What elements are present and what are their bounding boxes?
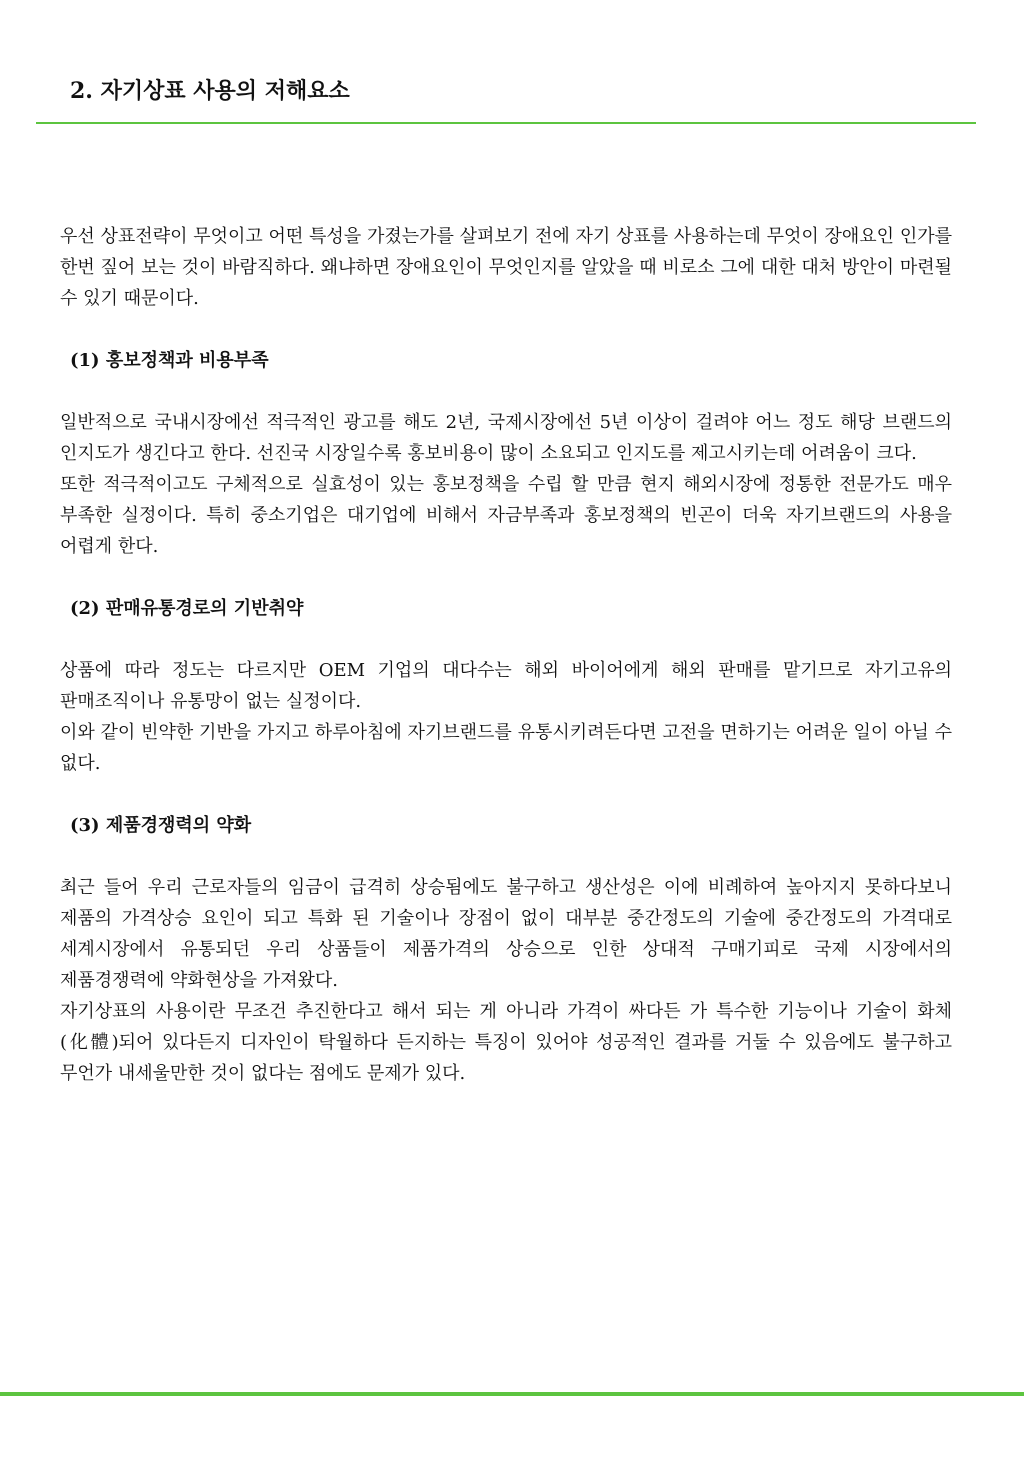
competitiveness-paragraph-1: 최근 들어 우리 근로자들의 임금이 급격히 상승됨에도 불구하고 생산성은 이에 비례하여 높아지지 못하다보니 제품의 가격상승 요인이 되고 특화 된 기술이나 장점이 없이 대부분 중간정도의 기술에 중간정도의 가격대로 세계시장에서 유통되던 우리 상품들이 제품가격의 상승으로 인한 상대적 구매기피로 국제 시장에서의 제품경쟁력에 약화현상을 가져왔다. (60, 877, 952, 991)
section-heading-promotion: (1) 홍보정책과 비용부족 (70, 350, 269, 371)
distribution-paragraph-2: 이와 같이 빈약한 기반을 가지고 하루아침에 자기브랜드를 유통시키려든다면 고전을 면하기는 어려운 일이 아닐 수 없다. (60, 722, 952, 774)
title-divider (36, 122, 976, 124)
section-heading-distribution: (2) 판매유통경로의 기반취약 (70, 598, 304, 619)
distribution-paragraph-1: 상품에 따라 정도는 다르지만 OEM 기업의 대다수는 해외 바이어에게 해외 판매를 맡기므로 자기고유의 판매조직이나 유통망이 없는 실정이다. (60, 660, 952, 712)
section-heading-competitiveness: (3) 제품경쟁력의 약화 (70, 815, 252, 836)
promotion-paragraph-1: 일반적으로 국내시장에선 적극적인 광고를 해도 2년, 국제시장에선 5년 이상이 걸려야 어느 정도 해당 브랜드의 인지도가 생긴다고 한다. 선진국 시장일수록 홍보비용이 많이 소요되고 인지도를 제고시키는데 어려움이 크다. (60, 412, 952, 464)
footer-divider (0, 1392, 1024, 1396)
document-body (60, 221, 952, 1089)
spacer (60, 779, 952, 810)
promotion-paragraph-2: 또한 적극적이고도 구체적으로 실효성이 있는 홍보정책을 수립 할 만큼 현지 해외시장에 정통한 전문가도 매우 부족한 실정이다. 특히 중소기업은 대기업에 비해서 자금부족과 홍보정책의 빈곤이 더욱 자기브랜드의 사용을 어렵게 한다. (60, 474, 952, 557)
spacer (60, 841, 952, 872)
spacer (60, 376, 952, 407)
page-title: 2. 자기상표 사용의 저해요소 (70, 78, 350, 104)
spacer (60, 624, 952, 655)
spacer (60, 314, 952, 345)
spacer (60, 562, 952, 593)
competitiveness-paragraph-2: 자기상표의 사용이란 무조건 추진한다고 해서 되는 게 아니라 가격이 싸다든 가 특수한 기능이나 기술이 화체(化體)되어 있다든지 디자인이 탁월하다 든지하는 특징이 있어야 성공적인 결과를 거둘 수 있음에도 불구하고 무언가 내세울만한 것이 없다는 점에도 문제가 있다. (60, 1001, 952, 1084)
intro-paragraph: 우선 상표전략이 무엇이고 어떤 특성을 가졌는가를 살펴보기 전에 자기 상표를 사용하는데 무엇이 장애요인 인가를 한번 짚어 보는 것이 바람직하다. 왜냐하면 장애요인이 무엇인지를 알았을 때 비로소 그에 대한 대처 방안이 마련될 수 있기 때문이다. (60, 226, 952, 309)
